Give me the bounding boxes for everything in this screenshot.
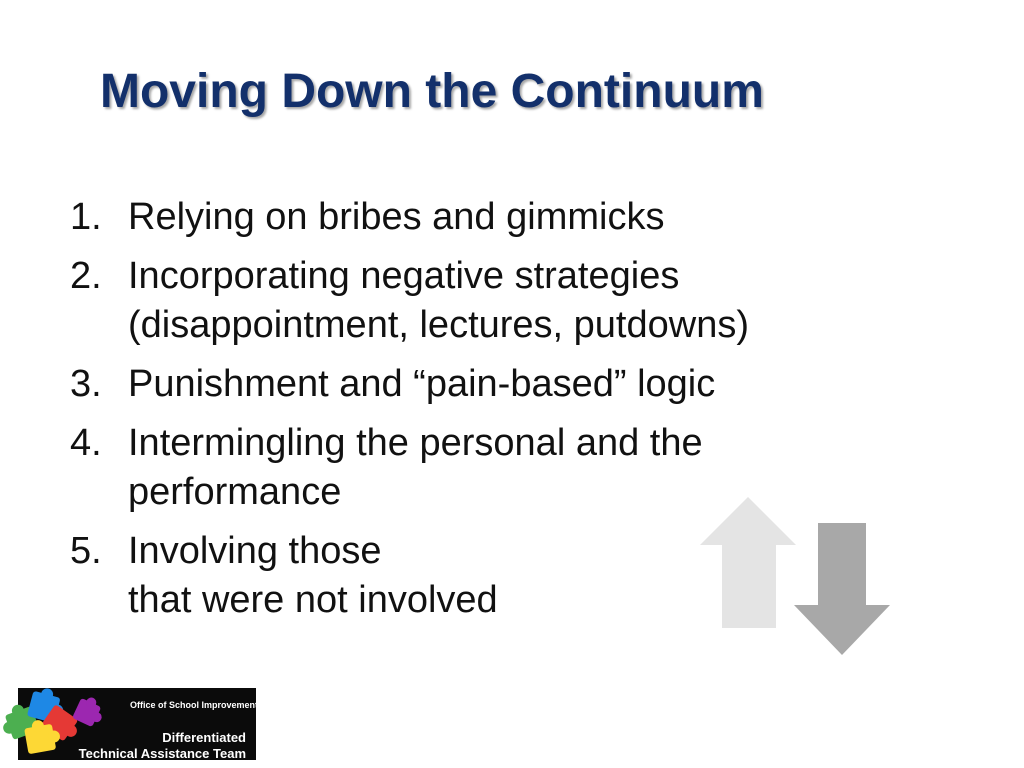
team-logo (0, 680, 260, 762)
list-item-text-continued: performance (128, 471, 342, 513)
list-item-number: 5. (70, 530, 102, 572)
list-item-text: Intermingling the personal and the (128, 422, 703, 464)
list-item (70, 193, 890, 242)
list-item-number: 3. (70, 363, 102, 405)
list-item-text-continued: (disappointment, lectures, putdowns) (128, 304, 749, 346)
up-down-arrows (696, 495, 896, 660)
logo-office-text: Office of School Improvement (130, 700, 259, 710)
puzzle-pieces-icon (0, 680, 115, 760)
list-item-number: 2. (70, 255, 102, 297)
logo-team-name-line1: Differentiated (162, 730, 246, 745)
list-item (70, 252, 890, 350)
logo-team-name-line2: Technical Assistance Team (78, 746, 246, 761)
slide-title: Moving Down the Continuum (100, 65, 764, 118)
list-item-text: Relying on bribes and gimmicks (128, 196, 665, 238)
arrow-down-icon (794, 523, 890, 655)
list-item-text: Punishment and “pain-based” logic (128, 363, 716, 405)
list-item-text: Involving those (128, 530, 382, 572)
list-item (70, 360, 890, 409)
list-item-number: 1. (70, 196, 102, 238)
arrow-up-icon (700, 497, 796, 628)
list-item-number: 4. (70, 422, 102, 464)
list-item-text: Incorporating negative strategies (128, 255, 680, 297)
list-item-text-continued: that were not involved (128, 579, 498, 621)
